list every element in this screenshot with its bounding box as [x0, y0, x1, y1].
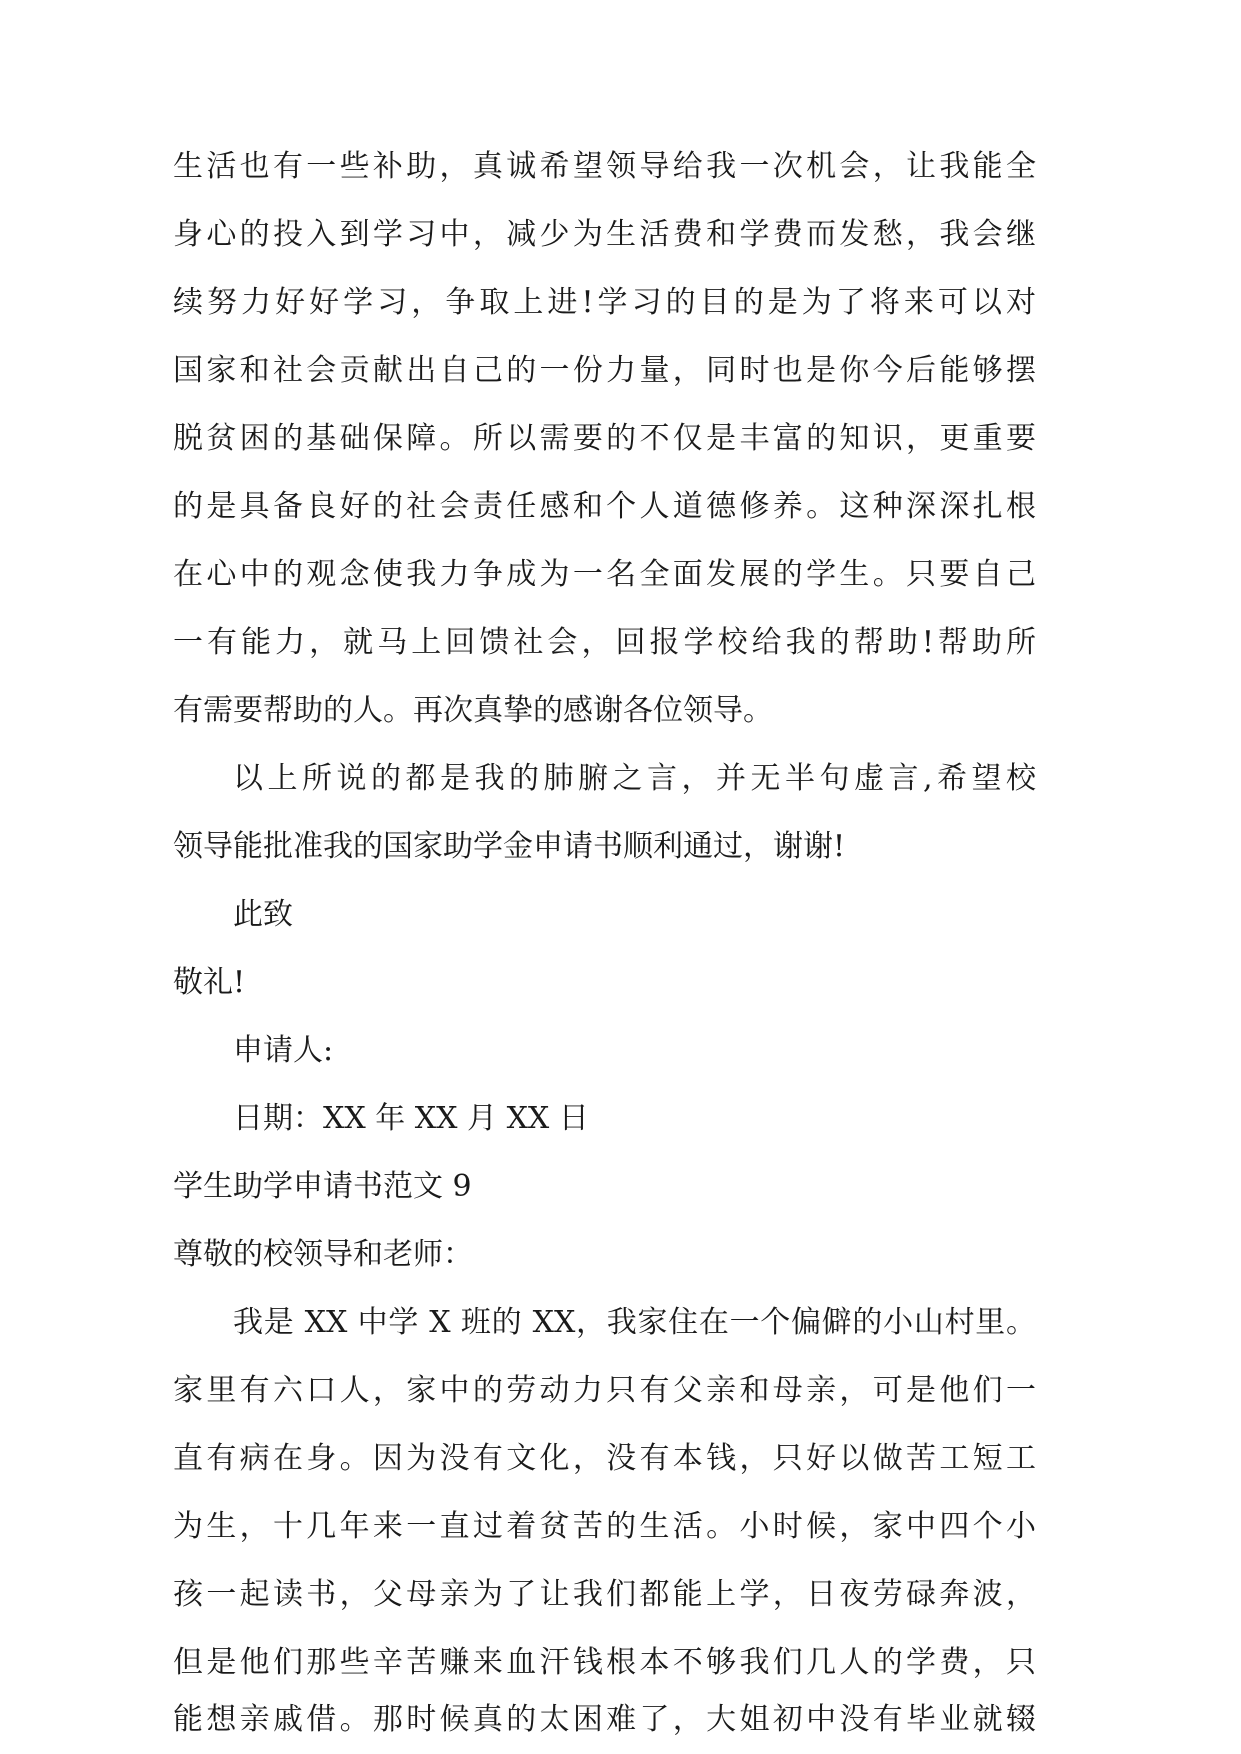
paragraph-line: 国家和社会贡献出自己的一份力量，同时也是你今后能够摆 — [173, 353, 1036, 388]
paragraph-line: 为生，十几年来一直过着贫苦的生活。小时候，家中四个小 — [173, 1509, 1036, 1544]
paragraph-line: 孩一起读书，父母亲为了让我们都能上学，日夜劳碌奔波， — [173, 1577, 1036, 1612]
salutation: 尊敬的校领导和老师： — [173, 1237, 473, 1272]
paragraph-line: 直有病在身。因为没有文化，没有本钱，只好以做苦工短工 — [173, 1441, 1036, 1476]
paragraph-line: 领导能批准我的国家助学金申请书顺利通过，谢谢! — [173, 829, 846, 864]
paragraph-line: 在心中的观念使我力争成为一名全面发展的学生。只要自己 — [173, 557, 1036, 592]
paragraph-line: 一有能力，就马上回馈社会，回报学校给我的帮助!帮助所 — [173, 625, 1036, 660]
paragraph-line: 的是具备良好的社会责任感和个人道德修养。这种深深扎根 — [173, 489, 1036, 524]
paragraph-line: 续努力好好学习，争取上进!学习的目的是为了将来可以对 — [173, 285, 1036, 320]
paragraph-line: 生活也有一些补助，真诚希望领导给我一次机会，让我能全 — [173, 149, 1036, 184]
date-label: 日期：XX 年 XX 月 XX 日 — [233, 1101, 589, 1136]
paragraph-line: 能想亲戚借。那时候真的太困难了，大姐初中没有毕业就辍 — [173, 1702, 1036, 1737]
paragraph-line: 脱贫困的基础保障。所以需要的不仅是丰富的知识，更重要 — [173, 421, 1036, 456]
paragraph-line: 我是 XX 中学 X 班的 XX，我家住在一个偏僻的小山村里。 — [233, 1305, 1036, 1340]
section-heading: 学生助学申请书范文 9 — [173, 1169, 472, 1204]
applicant-label: 申请人: — [233, 1033, 334, 1068]
paragraph-line: 以上所说的都是我的肺腑之言，并无半句虚言,希望校 — [233, 761, 1036, 796]
closing-greeting: 此致 — [233, 897, 293, 932]
closing-salute: 敬礼! — [173, 965, 246, 1000]
paragraph-line: 有需要帮助的人。再次真挚的感谢各位领导。 — [173, 693, 773, 728]
paragraph-line: 身心的投入到学习中，减少为生活费和学费而发愁，我会继 — [173, 217, 1036, 252]
paragraph-line: 家里有六口人，家中的劳动力只有父亲和母亲，可是他们一 — [173, 1373, 1036, 1408]
paragraph-line: 但是他们那些辛苦赚来血汗钱根本不够我们几人的学费，只 — [173, 1645, 1036, 1680]
